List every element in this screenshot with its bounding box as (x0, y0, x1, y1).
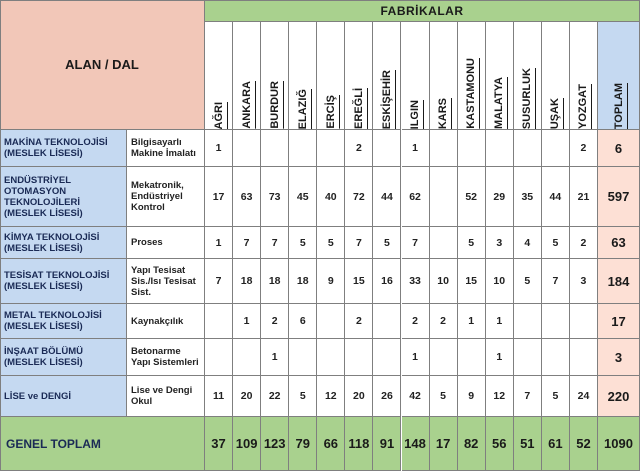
value-cell: 26 (373, 376, 401, 417)
column-header-label: AĞRI (212, 101, 225, 129)
grand-total-value: 51 (514, 417, 542, 471)
value-cell: 9 (317, 259, 345, 304)
column-header-ağri (205, 22, 233, 130)
area-name: METAL TEKNOLOJİSİ (MESLEK LİSESİ) (0, 304, 127, 339)
value-cell: 1 (205, 130, 233, 167)
column-header-label: BURDUR (268, 81, 281, 129)
grand-total-value: 148 (402, 417, 430, 471)
column-header-burdur (261, 22, 289, 130)
row-total: 220 (598, 376, 640, 417)
value-cell: 6 (289, 304, 317, 339)
value-cell (542, 304, 570, 339)
value-cell: 5 (458, 227, 486, 259)
value-cell (289, 130, 317, 167)
value-cell: 33 (402, 259, 430, 304)
value-cell: 12 (317, 376, 345, 417)
area-name: İNŞAAT BÖLÜMÜ (MESLEK LİSESİ) (0, 339, 127, 376)
row-total: 184 (598, 259, 640, 304)
value-cell: 1 (402, 339, 430, 376)
column-header-erci̇ş (317, 22, 345, 130)
row-total: 597 (598, 167, 640, 227)
area-name: LİSE ve DENGİ (0, 376, 127, 417)
value-cell: 72 (345, 167, 373, 227)
branch-name: Lise ve Dengi Okul (127, 376, 205, 417)
value-cell: 40 (317, 167, 345, 227)
value-cell: 3 (486, 227, 514, 259)
value-cell: 15 (345, 259, 373, 304)
value-cell (233, 130, 261, 167)
column-header-kars (430, 22, 458, 130)
value-cell: 7 (514, 376, 542, 417)
column-header-label: KARS (437, 97, 450, 129)
value-cell (430, 227, 458, 259)
row-total: 6 (598, 130, 640, 167)
value-cell (458, 339, 486, 376)
value-cell: 18 (289, 259, 317, 304)
value-cell (458, 130, 486, 167)
column-header-label: EREĞLİ (352, 88, 365, 129)
value-cell (373, 304, 401, 339)
value-cell: 10 (430, 259, 458, 304)
value-cell: 35 (514, 167, 542, 227)
branch-name: Mekatronik, Endüstriyel Kontrol (127, 167, 205, 227)
column-header-label: ELAZIĞ (296, 88, 309, 129)
column-header-elaziğ (289, 22, 317, 130)
value-cell: 1 (486, 339, 514, 376)
grand-total-value: 79 (289, 417, 317, 471)
column-header-label: UŞAK (549, 97, 562, 129)
area-name: MAKİNA TEKNOLOJİSİ (MESLEK LİSESİ) (0, 130, 127, 167)
value-cell (317, 339, 345, 376)
column-header-label: YOZGAT (577, 83, 590, 129)
value-cell: 24 (570, 376, 598, 417)
branch-name: Kaynakçılık (127, 304, 205, 339)
value-cell: 44 (373, 167, 401, 227)
value-cell (542, 130, 570, 167)
value-cell: 4 (514, 227, 542, 259)
column-header-uşak (542, 22, 570, 130)
column-header-label: SUSURLUK (521, 67, 534, 129)
value-cell: 12 (486, 376, 514, 417)
grand-total-sum: 1090 (598, 417, 640, 471)
value-cell: 44 (542, 167, 570, 227)
value-cell: 22 (261, 376, 289, 417)
area-name: ENDÜSTRİYEL OTOMASYON TEKNOLOJİLERİ (MESLEK LİSESİ) (0, 167, 127, 227)
value-cell (514, 339, 542, 376)
branch-name: Proses (127, 227, 205, 259)
row-total: 3 (598, 339, 640, 376)
value-cell (205, 339, 233, 376)
value-cell: 52 (458, 167, 486, 227)
value-cell (289, 339, 317, 376)
value-cell: 63 (233, 167, 261, 227)
value-cell: 42 (402, 376, 430, 417)
grand-total-value: 82 (458, 417, 486, 471)
column-header-label: ERCİŞ (324, 95, 337, 129)
column-header-kastamonu (458, 22, 486, 130)
branch-name: Yapı Tesisat Sis./Isı Tesisat Sist. (127, 259, 205, 304)
column-header-label: ANKARA (240, 81, 253, 129)
value-cell (373, 339, 401, 376)
value-cell: 2 (345, 304, 373, 339)
value-cell: 5 (514, 259, 542, 304)
column-header-malatya (486, 22, 514, 130)
column-header-label: ILGIN (409, 99, 422, 129)
value-cell: 2 (570, 130, 598, 167)
value-cell: 5 (289, 376, 317, 417)
column-header-label: ESKİŞEHİR (380, 69, 393, 129)
value-cell: 2 (345, 130, 373, 167)
grand-total-value: 56 (486, 417, 514, 471)
value-cell (514, 130, 542, 167)
value-cell: 20 (345, 376, 373, 417)
value-cell: 18 (233, 259, 261, 304)
value-cell (317, 304, 345, 339)
value-cell: 2 (430, 304, 458, 339)
row-total: 63 (598, 227, 640, 259)
area-name: TESİSAT TEKNOLOJİSİ (MESLEK LİSESİ) (0, 259, 127, 304)
value-cell: 5 (430, 376, 458, 417)
branch-name: Betonarme Yapı Sistemleri (127, 339, 205, 376)
column-header-label: MALATYA (493, 77, 506, 129)
value-cell: 9 (458, 376, 486, 417)
row-total: 17 (598, 304, 640, 339)
value-cell: 1 (486, 304, 514, 339)
value-cell: 3 (570, 259, 598, 304)
value-cell: 7 (205, 259, 233, 304)
grand-total-value: 17 (430, 417, 458, 471)
value-cell: 5 (317, 227, 345, 259)
value-cell (261, 130, 289, 167)
value-cell: 73 (261, 167, 289, 227)
value-cell (570, 304, 598, 339)
value-cell: 16 (373, 259, 401, 304)
area-name: KİMYA TEKNOLOJİSİ (MESLEK LİSESİ) (0, 227, 127, 259)
value-cell: 11 (205, 376, 233, 417)
value-cell (430, 339, 458, 376)
column-header-ankara (233, 22, 261, 130)
value-cell: 2 (402, 304, 430, 339)
column-header-ilgin (402, 22, 430, 130)
grand-total-value: 91 (373, 417, 401, 471)
column-header-ereğli̇ (345, 22, 373, 130)
area-dal-header: ALAN / DAL (0, 0, 205, 130)
value-cell: 1 (233, 304, 261, 339)
value-cell (373, 130, 401, 167)
value-cell (430, 130, 458, 167)
value-cell (514, 304, 542, 339)
value-cell: 7 (261, 227, 289, 259)
column-header-yozgat (570, 22, 598, 130)
value-cell: 62 (402, 167, 430, 227)
value-cell (570, 339, 598, 376)
value-cell: 15 (458, 259, 486, 304)
grand-total-value: 66 (317, 417, 345, 471)
value-cell: 20 (233, 376, 261, 417)
column-header-label: TOPLAM (612, 82, 625, 129)
value-cell: 18 (261, 259, 289, 304)
column-header-eski̇şehi̇r (373, 22, 401, 130)
value-cell: 7 (233, 227, 261, 259)
value-cell (486, 130, 514, 167)
value-cell (205, 304, 233, 339)
value-cell (430, 167, 458, 227)
value-cell: 5 (542, 376, 570, 417)
value-cell: 17 (205, 167, 233, 227)
grand-total-value: 37 (205, 417, 233, 471)
grand-total-value: 61 (542, 417, 570, 471)
value-cell: 2 (261, 304, 289, 339)
branch-name: Bilgisayarlı Makine İmalatı (127, 130, 205, 167)
value-cell: 21 (570, 167, 598, 227)
value-cell: 29 (486, 167, 514, 227)
column-header-susurluk (514, 22, 542, 130)
value-cell (345, 339, 373, 376)
grand-total-value: 52 (570, 417, 598, 471)
value-cell (317, 130, 345, 167)
value-cell: 1 (261, 339, 289, 376)
value-cell: 5 (289, 227, 317, 259)
value-cell: 5 (373, 227, 401, 259)
value-cell: 45 (289, 167, 317, 227)
value-cell: 5 (542, 227, 570, 259)
value-cell (542, 339, 570, 376)
value-cell (233, 339, 261, 376)
factories-header: FABRİKALAR (205, 0, 640, 22)
grand-total-value: 109 (233, 417, 261, 471)
value-cell: 1 (205, 227, 233, 259)
grand-total-value: 123 (261, 417, 289, 471)
column-header-label: KASTAMONU (465, 58, 478, 129)
value-cell: 10 (486, 259, 514, 304)
value-cell: 1 (402, 130, 430, 167)
column-header-total (598, 22, 640, 130)
value-cell: 7 (542, 259, 570, 304)
value-cell: 2 (570, 227, 598, 259)
value-cell: 7 (402, 227, 430, 259)
grand-total-label: GENEL TOPLAM (0, 417, 205, 471)
value-cell: 7 (345, 227, 373, 259)
value-cell: 1 (458, 304, 486, 339)
grand-total-value: 118 (345, 417, 373, 471)
